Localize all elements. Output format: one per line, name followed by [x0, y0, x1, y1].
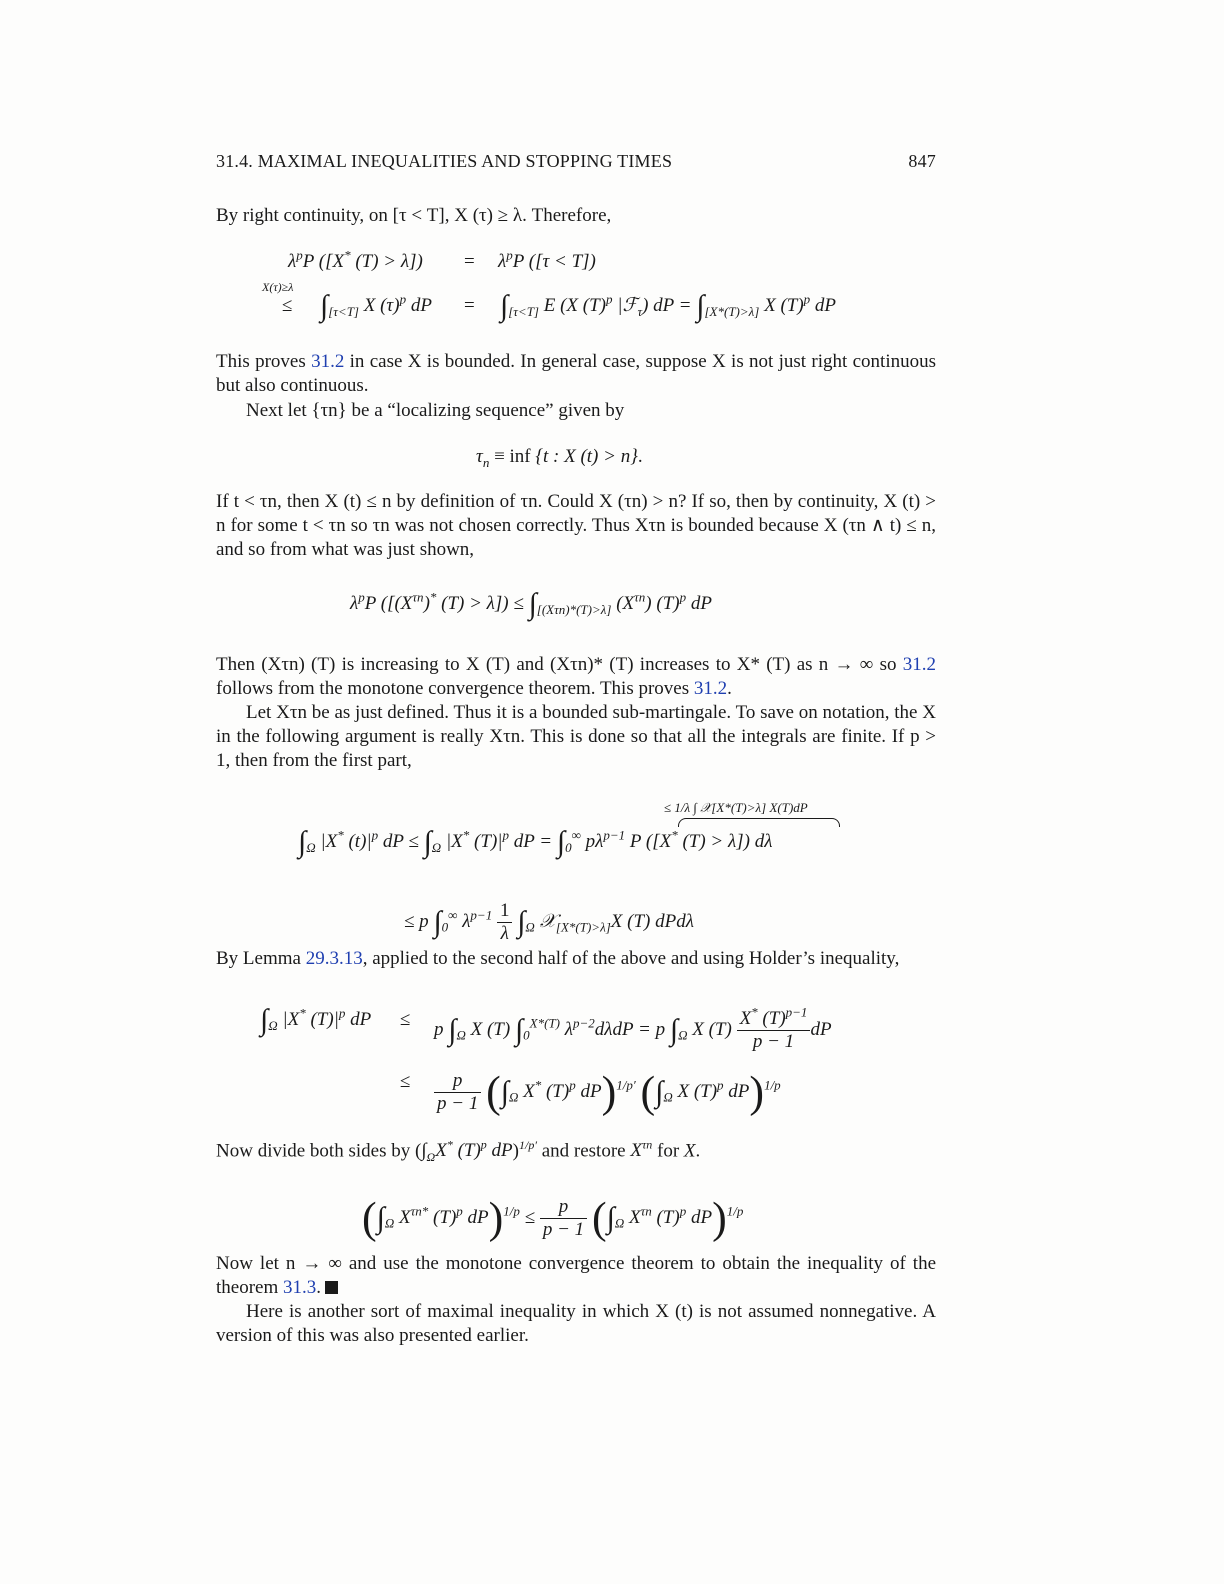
paragraph-6: Let Xτn be as just defined. Thus it is a bounded sub-martingale. To save on notation, the X in the following argument is really Xτn. This is done so that all the integrals are finite. If p > 1, then from the first part, [216, 702, 936, 771]
equation-6-rhs-2: $\frac{p}{p - 1}$ ($\int_\Omega$ X* $(T)^p$ dP)$^{1/p'}$ ($\int_\Omega$ X $(T)^p$ dP)$^{1/p}$ [434, 1070, 781, 1115]
ref-31-2-a[interactable]: 31.2 [902, 654, 936, 675]
equation-6-rhs-1: p $\int_\Omega$ X (T) $\int_0^{X*(T)}$ $\lambda^{p-2}d\lambda dP = p$ $\int_\Omega$ X (T) $\frac{X^* (T)^{p-1}}{p - 1}$ dP [434, 1004, 832, 1052]
paragraph-4: If t < τn, then X (t) ≤ n by definition of τn. Could X (τn) > n? If so, then by continuity, X (t) > n for some t < τn so τn was not chosen correctly. Thus Xτn is bounded because X (τn ∧ t) ≤ n, and so from what was just shown, [216, 491, 936, 560]
equation-1-eq-sign-2: = [464, 295, 475, 316]
equation-1-rhs-1: $\lambda^pP$ ([τ < T]) [498, 247, 596, 272]
equation-1-line-2b: $\int_{[\tau<T]}$ E (X $(T)^p$ |ℱ$_\tau$) dP = $\int_{[X*(T)>\lambda]}$ X $(T)^p$ dP [500, 289, 837, 323]
equation-7: ($\int_\Omega$ $X^{\tau n*}$ $(T)^p$ dP)$^{1/p}$ ≤ $\frac{p}{p - 1}$ ($\int_\Omega$ $X^{\tau n}$ $(T)^p$ dP)$^{1/p}$ [362, 1193, 744, 1243]
ref-31-2-b[interactable]: 31.2 [693, 678, 728, 699]
overbrace [678, 818, 840, 827]
paragraph-10: Here is another sort of maximal inequality in which X (t) is not assumed nonnegative. A version of this was also presented earlier. [216, 1301, 936, 1346]
equation-1-condition: X(τ)≥λ [262, 280, 294, 294]
paragraph-9: Now let n → ∞ and use the monotone convergence theorem to obtain the inequality of the theorem 31.3. [216, 1253, 936, 1298]
ref-theorem-31-3[interactable]: 31.3 [283, 1277, 317, 1298]
paragraph-8: Now divide both sides by ($\int_\Omega X^*$ $(T)^p$ dP)$^{1/p'}$ and restore $X^{\tau n}$ for X. [216, 1138, 701, 1165]
ref-31-2[interactable]: 31.2 [311, 351, 345, 372]
equation-4-over-label: ≤ 1/λ ∫ 𝒳[X*(T)>λ] X(T)dP [664, 800, 808, 815]
ref-lemma-29-3-13[interactable]: 29.3.13 [305, 948, 363, 969]
section-title: 31.4. MAXIMAL INEQUALITIES AND STOPPING TIMES [216, 151, 673, 171]
equation-1-eq-sign: = [464, 251, 475, 272]
equation-3: $\lambda^pP$ ([$(X^{\tau n})^*$ $(T) > \lambda]) \le \int_{[(X\tau n)*(T)>\lambda]}$ $(X^{\tau n})$ $(T)^p$ dP [350, 587, 712, 621]
page-number: 847 [908, 151, 936, 171]
paragraph-5: Then (Xτn) (T) is increasing to X (T) and (Xτn)* (T) increases to X* (T) as n → ∞ so 31.2 follows from the monotone convergence theorem. This proves 31.2. [216, 654, 936, 699]
equation-1-leq: ≤ [282, 295, 293, 316]
paragraph-1: By right continuity, on [τ < T], X (τ) ≥ λ. Therefore, [216, 205, 612, 226]
equation-6-leq-1: ≤ [400, 1009, 411, 1030]
equation-5: ≤ p $\int_0^\infty$ $\lambda^{p-1}$ $\frac{1}{\lambda}$ $\int_\Omega$ 𝒳$_{[X*(T)>\lambda]}$X (T) dPdλ [404, 900, 694, 944]
equation-6-leq-2: ≤ [400, 1071, 411, 1092]
equation-4: $\int_\Omega$ |X* $(t)|^p$ dP ≤ $\int_\Omega$ |X* $(T)|^p$ dP = $\int_0^\infty$ $p\lambda^{p-1}$ P ([X* (T) > λ]) dλ [298, 825, 773, 859]
equation-1-line-2a: $\int_{[\tau<T]}$ X $(\tau)^p$ dP [320, 289, 432, 323]
running-header [216, 149, 936, 173]
paragraph-2: This proves 31.2 in case X is bounded. In general case, suppose X is not just right continuous but also continuous. [216, 351, 936, 396]
equation-1-line-1: $\lambda^pP$ ([X* (T) > λ]) [288, 247, 423, 272]
qed-square-icon [325, 1281, 338, 1294]
paragraph-7: By Lemma 29.3.13, applied to the second half of the above and using Holder’s inequality, [216, 948, 900, 969]
paragraph-3: Next let {τn} be a “localizing sequence” given by [246, 400, 625, 421]
equation-6-lhs: $\int_\Omega$ |X* $(T)|^p$ dP [260, 1003, 372, 1037]
equation-2: $\tau_n$ ≡ inf {t : X (t) > n}. [476, 446, 643, 470]
